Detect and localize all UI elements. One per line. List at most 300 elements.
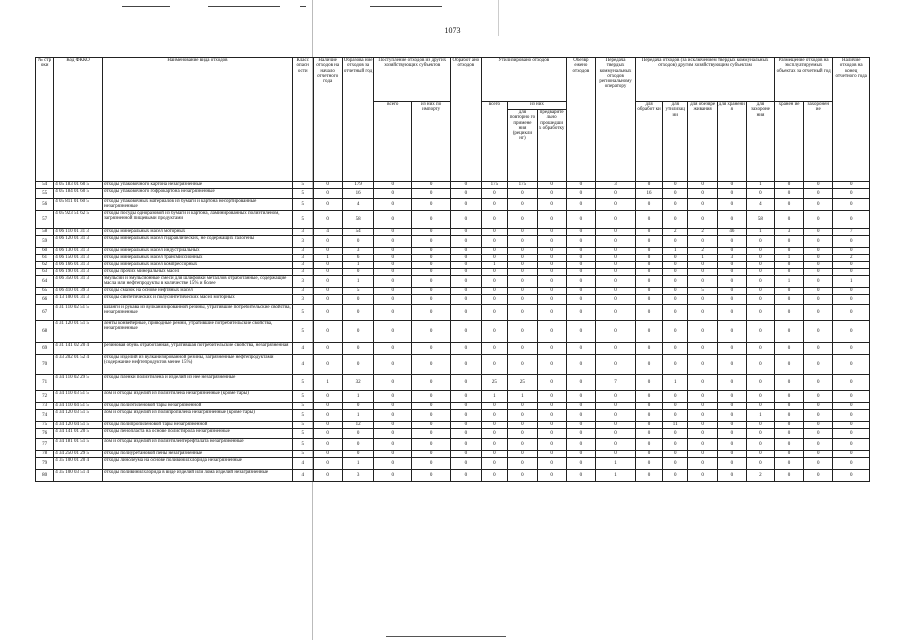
row-value: 0 <box>537 199 566 211</box>
row-value: 0 <box>566 182 595 189</box>
row-number: 72 <box>36 391 54 403</box>
row-value: 0 <box>774 410 803 422</box>
row-value: 3 <box>292 269 313 276</box>
row-value: 5 <box>292 429 313 439</box>
row-value: 0 <box>804 429 833 439</box>
table-row <box>36 422 870 429</box>
row-value: 0 <box>412 343 451 355</box>
row-number: 70 <box>36 355 54 375</box>
waste-name: отходы поливинилхлорида в виде изделий или лома изделий незагрязненные <box>102 470 292 482</box>
row-value: 0 <box>804 182 833 189</box>
row-value: 0 <box>313 343 342 355</box>
row-value: 0 <box>774 236 803 248</box>
waste-name: резиновая обувь отработанная, утратившая потребительские свойства, незагрязненная <box>102 343 292 355</box>
row-value: 0 <box>342 355 374 375</box>
row-value: 0 <box>833 375 870 391</box>
row-value: 0 <box>374 295 412 305</box>
row-value: 5 <box>292 422 313 429</box>
row-value: 0 <box>374 422 412 429</box>
row-value: 0 <box>481 429 508 439</box>
row-value: 0 <box>662 199 688 211</box>
fkko-code: 4 06 350 01 31 3 <box>54 276 103 288</box>
row-value: 0 <box>833 458 870 470</box>
waste-name: отходы синтетических и полусинтетических масел моторных <box>102 295 292 305</box>
row-value: 0 <box>451 248 481 255</box>
row-value: 0 <box>342 305 374 321</box>
fkko-code: 4 34 120 03 51 5 <box>54 410 103 422</box>
row-value: 0 <box>774 262 803 269</box>
row-value: 0 <box>451 355 481 375</box>
row-value: 0 <box>688 451 717 458</box>
row-value: 0 <box>412 429 451 439</box>
row-value: 3 <box>292 262 313 269</box>
fkko-code: 4 06 166 01 31 3 <box>54 262 103 269</box>
row-value: 0 <box>374 269 412 276</box>
row-value: 0 <box>595 410 635 422</box>
row-value: 0 <box>595 211 635 229</box>
row-value: 0 <box>451 391 481 403</box>
row-value: 0 <box>774 422 803 429</box>
row-value: 0 <box>636 343 663 355</box>
waste-name: отходы полипропиленовой тары незагрязненной <box>102 422 292 429</box>
row-value: 0 <box>412 236 451 248</box>
row-value: 3 <box>292 295 313 305</box>
waste-name: отходы изделий из вулканизированной резины, загрязнённые нефтепродуктами (содержание нефтепродуктов менее 15%) <box>102 355 292 375</box>
row-number: 77 <box>36 439 54 451</box>
row-value: 0 <box>313 276 342 288</box>
waste-name: эмульсии и эмульсионные смеси для шлифовки металлов отработанные, содержащие масла или нефтепродукты в количестве 15% и более <box>102 276 292 288</box>
binder-line-3 <box>300 6 306 7</box>
row-value: 0 <box>774 248 803 255</box>
row-value: 0 <box>313 295 342 305</box>
row-value: 1 <box>342 391 374 403</box>
fkko-code: 4 06 410 01 39 3 <box>54 288 103 295</box>
header-neutralized: Обезвр ежено отходов <box>566 58 595 182</box>
waste-name: отходы упаковочного картона незагрязненные <box>102 182 292 189</box>
header-code: Код ФККО <box>54 58 103 182</box>
row-value: 0 <box>481 458 508 470</box>
row-value: 0 <box>833 470 870 482</box>
row-value: 5 <box>292 321 313 343</box>
row-value: 0 <box>595 262 635 269</box>
row-value: 0 <box>481 295 508 305</box>
row-value: 0 <box>804 229 833 236</box>
row-value: 0 <box>566 276 595 288</box>
row-value: 0 <box>566 262 595 269</box>
header-p-burial: захоронен ие <box>804 102 833 182</box>
row-value: 0 <box>566 458 595 470</box>
row-number: 65 <box>36 288 54 295</box>
row-value: 0 <box>717 262 746 269</box>
row-value: 0 <box>313 262 342 269</box>
row-value: 0 <box>374 375 412 391</box>
row-value: 4 <box>292 458 313 470</box>
row-number: 74 <box>36 410 54 422</box>
row-value: 0 <box>804 269 833 276</box>
row-value: 0 <box>481 410 508 422</box>
row-value: 58 <box>746 211 774 229</box>
row-value: 0 <box>537 229 566 236</box>
row-value: 0 <box>566 288 595 295</box>
row-value: 0 <box>313 236 342 248</box>
row-value: 0 <box>412 439 451 451</box>
row-value: 0 <box>595 229 635 236</box>
row-value: 0 <box>537 189 566 199</box>
row-value: 0 <box>717 189 746 199</box>
row-value: 0 <box>451 236 481 248</box>
row-value: 0 <box>481 305 508 321</box>
row-value: 0 <box>566 429 595 439</box>
row-number: 79 <box>36 458 54 470</box>
row-value: 0 <box>595 305 635 321</box>
row-value: 25 <box>508 375 537 391</box>
waste-name: отходы посуды одноразовой из бумаги и картона, ламинированных полиэтиленом, загрязненной пищевыми продуктами <box>102 211 292 229</box>
row-value: 1 <box>481 391 508 403</box>
row-value: 0 <box>746 321 774 343</box>
fkko-code: 4 13 100 01 31 3 <box>54 295 103 305</box>
row-value: 0 <box>746 255 774 262</box>
row-value: 0 <box>412 422 451 429</box>
fkko-code: 4 06 150 01 31 3 <box>54 255 103 262</box>
row-value: 1 <box>342 276 374 288</box>
row-value: 0 <box>662 288 688 295</box>
row-value: 0 <box>537 288 566 295</box>
row-value: 0 <box>342 343 374 355</box>
row-value: 0 <box>374 288 412 295</box>
row-number: 57 <box>36 211 54 229</box>
row-value: 0 <box>636 422 663 429</box>
row-value: 0 <box>717 248 746 255</box>
row-value: 5 <box>292 305 313 321</box>
header-transfer-other: Передача отходов (за исключением твердых коммунальных отходов) другим хозяйствующим субъектам <box>636 58 775 102</box>
row-value: 0 <box>374 355 412 375</box>
row-value: 2 <box>688 248 717 255</box>
row-value: 0 <box>717 403 746 410</box>
row-value: 0 <box>774 391 803 403</box>
row-value: 0 <box>746 248 774 255</box>
row-value: 0 <box>636 211 663 229</box>
row-value: 0 <box>566 439 595 451</box>
row-value: 0 <box>412 199 451 211</box>
row-value: 0 <box>374 276 412 288</box>
row-value: 0 <box>342 236 374 248</box>
row-value: 0 <box>595 439 635 451</box>
row-value: 0 <box>374 189 412 199</box>
row-number: 64 <box>36 276 54 288</box>
row-value: 0 <box>412 255 451 262</box>
table-row <box>36 410 870 422</box>
row-value: 0 <box>804 355 833 375</box>
waste-name: отходы минеральных масел компрессорных <box>102 262 292 269</box>
row-value: 0 <box>566 295 595 305</box>
row-value: 0 <box>566 199 595 211</box>
row-value: 0 <box>833 343 870 355</box>
row-value: 0 <box>662 236 688 248</box>
row-value: 0 <box>374 255 412 262</box>
row-value: 0 <box>342 295 374 305</box>
row-value: 0 <box>746 276 774 288</box>
row-value: 0 <box>636 355 663 375</box>
row-value: 3 <box>292 276 313 288</box>
binder-line-1 <box>122 6 170 7</box>
binder-line-2 <box>208 6 280 7</box>
row-value: 0 <box>412 321 451 343</box>
row-value: 6 <box>342 255 374 262</box>
row-value: 0 <box>804 343 833 355</box>
row-value: 0 <box>636 229 663 236</box>
row-value: 0 <box>833 269 870 276</box>
row-value: 5 <box>342 288 374 295</box>
row-value: 0 <box>662 458 688 470</box>
fkko-code: 4 05 184 01 60 5 <box>54 189 103 199</box>
row-value: 0 <box>746 262 774 269</box>
row-value: 1 <box>313 255 342 262</box>
row-value: 0 <box>537 269 566 276</box>
row-value: 0 <box>451 321 481 343</box>
row-value: 0 <box>481 451 508 458</box>
row-value: 0 <box>508 451 537 458</box>
row-value: 0 <box>566 229 595 236</box>
row-value: 0 <box>636 276 663 288</box>
row-number: 68 <box>36 321 54 343</box>
row-value: 0 <box>804 422 833 429</box>
table-body <box>36 182 870 482</box>
row-value: 0 <box>481 269 508 276</box>
row-value: 0 <box>508 288 537 295</box>
row-value: 0 <box>717 343 746 355</box>
waste-name: отходы пенопласта на основе полистирола незагрязненные <box>102 429 292 439</box>
row-value: 0 <box>481 343 508 355</box>
row-value: 0 <box>595 189 635 199</box>
row-value: 0 <box>566 422 595 429</box>
row-value: 0 <box>595 429 635 439</box>
row-value: 0 <box>374 470 412 482</box>
row-value: 0 <box>508 295 537 305</box>
row-value: 0 <box>313 391 342 403</box>
row-value: 0 <box>833 189 870 199</box>
row-value: 0 <box>451 439 481 451</box>
row-value: 0 <box>412 375 451 391</box>
row-value: 0 <box>774 458 803 470</box>
row-value: 0 <box>313 451 342 458</box>
row-value: 0 <box>481 229 508 236</box>
row-value: 0 <box>804 470 833 482</box>
row-value: 0 <box>374 458 412 470</box>
row-value: 0 <box>374 305 412 321</box>
row-value: 0 <box>451 182 481 189</box>
row-value: 3 <box>342 470 374 482</box>
row-value: 0 <box>662 410 688 422</box>
row-value: 0 <box>688 391 717 403</box>
row-value: 0 <box>688 305 717 321</box>
row-value: 0 <box>636 236 663 248</box>
row-value: 0 <box>688 355 717 375</box>
row-value: 0 <box>537 182 566 189</box>
row-value: 0 <box>508 262 537 269</box>
row-value: 0 <box>636 262 663 269</box>
row-value: 0 <box>595 391 635 403</box>
row-value: 0 <box>804 236 833 248</box>
row-value: 0 <box>804 410 833 422</box>
row-value: 0 <box>746 375 774 391</box>
waste-name: отходы минеральных масел моторных <box>102 229 292 236</box>
row-value: 0 <box>566 305 595 321</box>
table-row <box>36 255 870 262</box>
row-value: 0 <box>508 429 537 439</box>
row-value: 0 <box>595 288 635 295</box>
row-value: 0 <box>451 262 481 269</box>
table-header <box>36 58 870 182</box>
row-value: 0 <box>804 375 833 391</box>
row-value: 4 <box>342 199 374 211</box>
row-value: 0 <box>342 429 374 439</box>
row-value: 0 <box>746 391 774 403</box>
table-row <box>36 269 870 276</box>
row-value: 0 <box>374 343 412 355</box>
header-utilized: Утилизировано отходов <box>481 58 566 102</box>
row-value: 0 <box>688 321 717 343</box>
row-value: 0 <box>636 288 663 295</box>
fkko-code: 4 34 110 04 51 5 <box>54 403 103 410</box>
row-value: 0 <box>313 422 342 429</box>
row-value: 0 <box>451 429 481 439</box>
row-value: 0 <box>688 410 717 422</box>
row-value: 0 <box>717 375 746 391</box>
waste-name: отходы упаковочного гофрокартона незагрязненные <box>102 189 292 199</box>
row-value: 0 <box>342 439 374 451</box>
row-value: 4 <box>313 229 342 236</box>
row-value: 0 <box>662 182 688 189</box>
row-value: 0 <box>595 248 635 255</box>
row-value: 0 <box>804 391 833 403</box>
waste-name: отходы минеральных масел трансмиссионных <box>102 255 292 262</box>
table-row <box>36 276 870 288</box>
fkko-code: 4 31 110 02 51 5 <box>54 305 103 321</box>
row-number: 63 <box>36 269 54 276</box>
row-value: 0 <box>595 321 635 343</box>
row-value: 0 <box>537 410 566 422</box>
fkko-code: 4 34 181 01 51 5 <box>54 439 103 451</box>
row-value: 0 <box>746 451 774 458</box>
row-value: 1 <box>774 276 803 288</box>
row-value: 0 <box>662 403 688 410</box>
row-value: 3 <box>342 248 374 255</box>
fkko-code: 4 31 141 02 20 4 <box>54 343 103 355</box>
header-p-storage: хранен ие <box>774 102 803 182</box>
table-row <box>36 439 870 451</box>
row-value: 0 <box>508 321 537 343</box>
row-value: 0 <box>662 470 688 482</box>
fkko-code: 4 06 190 01 31 3 <box>54 269 103 276</box>
row-value: 2 <box>688 229 717 236</box>
row-value: 0 <box>595 451 635 458</box>
row-value: 3 <box>292 288 313 295</box>
fkko-code: 4 35 100 03 51 4 <box>54 470 103 482</box>
row-value: 1 <box>662 248 688 255</box>
header-t-burial: для захороне ния <box>746 102 774 182</box>
row-value: 0 <box>746 295 774 305</box>
row-value: 0 <box>804 295 833 305</box>
row-value: 0 <box>688 375 717 391</box>
header-t-storage: для хранени я <box>717 102 746 182</box>
row-value: 0 <box>774 429 803 439</box>
row-value: 0 <box>662 255 688 262</box>
header-formed: Образова ние отходов за отчетный год <box>342 58 374 182</box>
waste-name: лом и отходы изделий из полиэтилена незагрязненные (кроме тары) <box>102 391 292 403</box>
row-value: 0 <box>636 410 663 422</box>
row-value: 0 <box>313 182 342 189</box>
row-value: 0 <box>508 355 537 375</box>
row-value: 58 <box>342 211 374 229</box>
row-value: 0 <box>746 236 774 248</box>
row-value: 0 <box>313 439 342 451</box>
row-value: 0 <box>774 269 803 276</box>
binder-line-4 <box>370 6 442 7</box>
row-value: 0 <box>412 189 451 199</box>
row-value: 2 <box>662 229 688 236</box>
row-value: 0 <box>717 295 746 305</box>
row-value: 0 <box>688 182 717 189</box>
row-number: 62 <box>36 262 54 269</box>
row-value: 0 <box>412 262 451 269</box>
row-value: 0 <box>412 182 451 189</box>
row-value: 0 <box>774 451 803 458</box>
row-value: 0 <box>717 429 746 439</box>
row-value: 0 <box>595 199 635 211</box>
row-value: 0 <box>717 355 746 375</box>
row-value: 0 <box>746 429 774 439</box>
row-number: 61 <box>36 255 54 262</box>
row-value: 0 <box>804 321 833 343</box>
row-number: 78 <box>36 451 54 458</box>
row-value: 0 <box>451 189 481 199</box>
row-value: 0 <box>412 458 451 470</box>
row-value: 0 <box>313 470 342 482</box>
row-value: 54 <box>342 229 374 236</box>
row-value: 0 <box>833 422 870 429</box>
table-row <box>36 403 870 410</box>
row-number: 66 <box>36 295 54 305</box>
row-value: 0 <box>566 355 595 375</box>
row-value: 0 <box>508 229 537 236</box>
row-value: 0 <box>636 255 663 262</box>
header-utilized-prepared: предварите льно прошедши х обработку <box>537 110 566 182</box>
row-number: 55 <box>36 189 54 199</box>
row-value: 0 <box>717 269 746 276</box>
header-received: Поступление отходов из других хозяйствующих субъектов <box>374 58 451 102</box>
row-value: 0 <box>481 355 508 375</box>
row-value: 0 <box>774 403 803 410</box>
row-number: 67 <box>36 305 54 321</box>
row-value: 0 <box>508 269 537 276</box>
row-value: 0 <box>374 211 412 229</box>
row-value: 0 <box>662 343 688 355</box>
row-value: 4 <box>292 470 313 482</box>
row-value: 0 <box>833 199 870 211</box>
row-value: 0 <box>662 269 688 276</box>
row-value: 0 <box>566 451 595 458</box>
row-value: 0 <box>537 439 566 451</box>
row-value: 0 <box>313 321 342 343</box>
row-number: 60 <box>36 248 54 255</box>
row-value: 0 <box>342 321 374 343</box>
row-value: 0 <box>636 248 663 255</box>
fkko-code: 4 06 110 01 31 3 <box>54 229 103 236</box>
row-value: 0 <box>451 422 481 429</box>
row-value: 0 <box>481 422 508 429</box>
row-value: 5 <box>292 211 313 229</box>
table-row <box>36 305 870 321</box>
